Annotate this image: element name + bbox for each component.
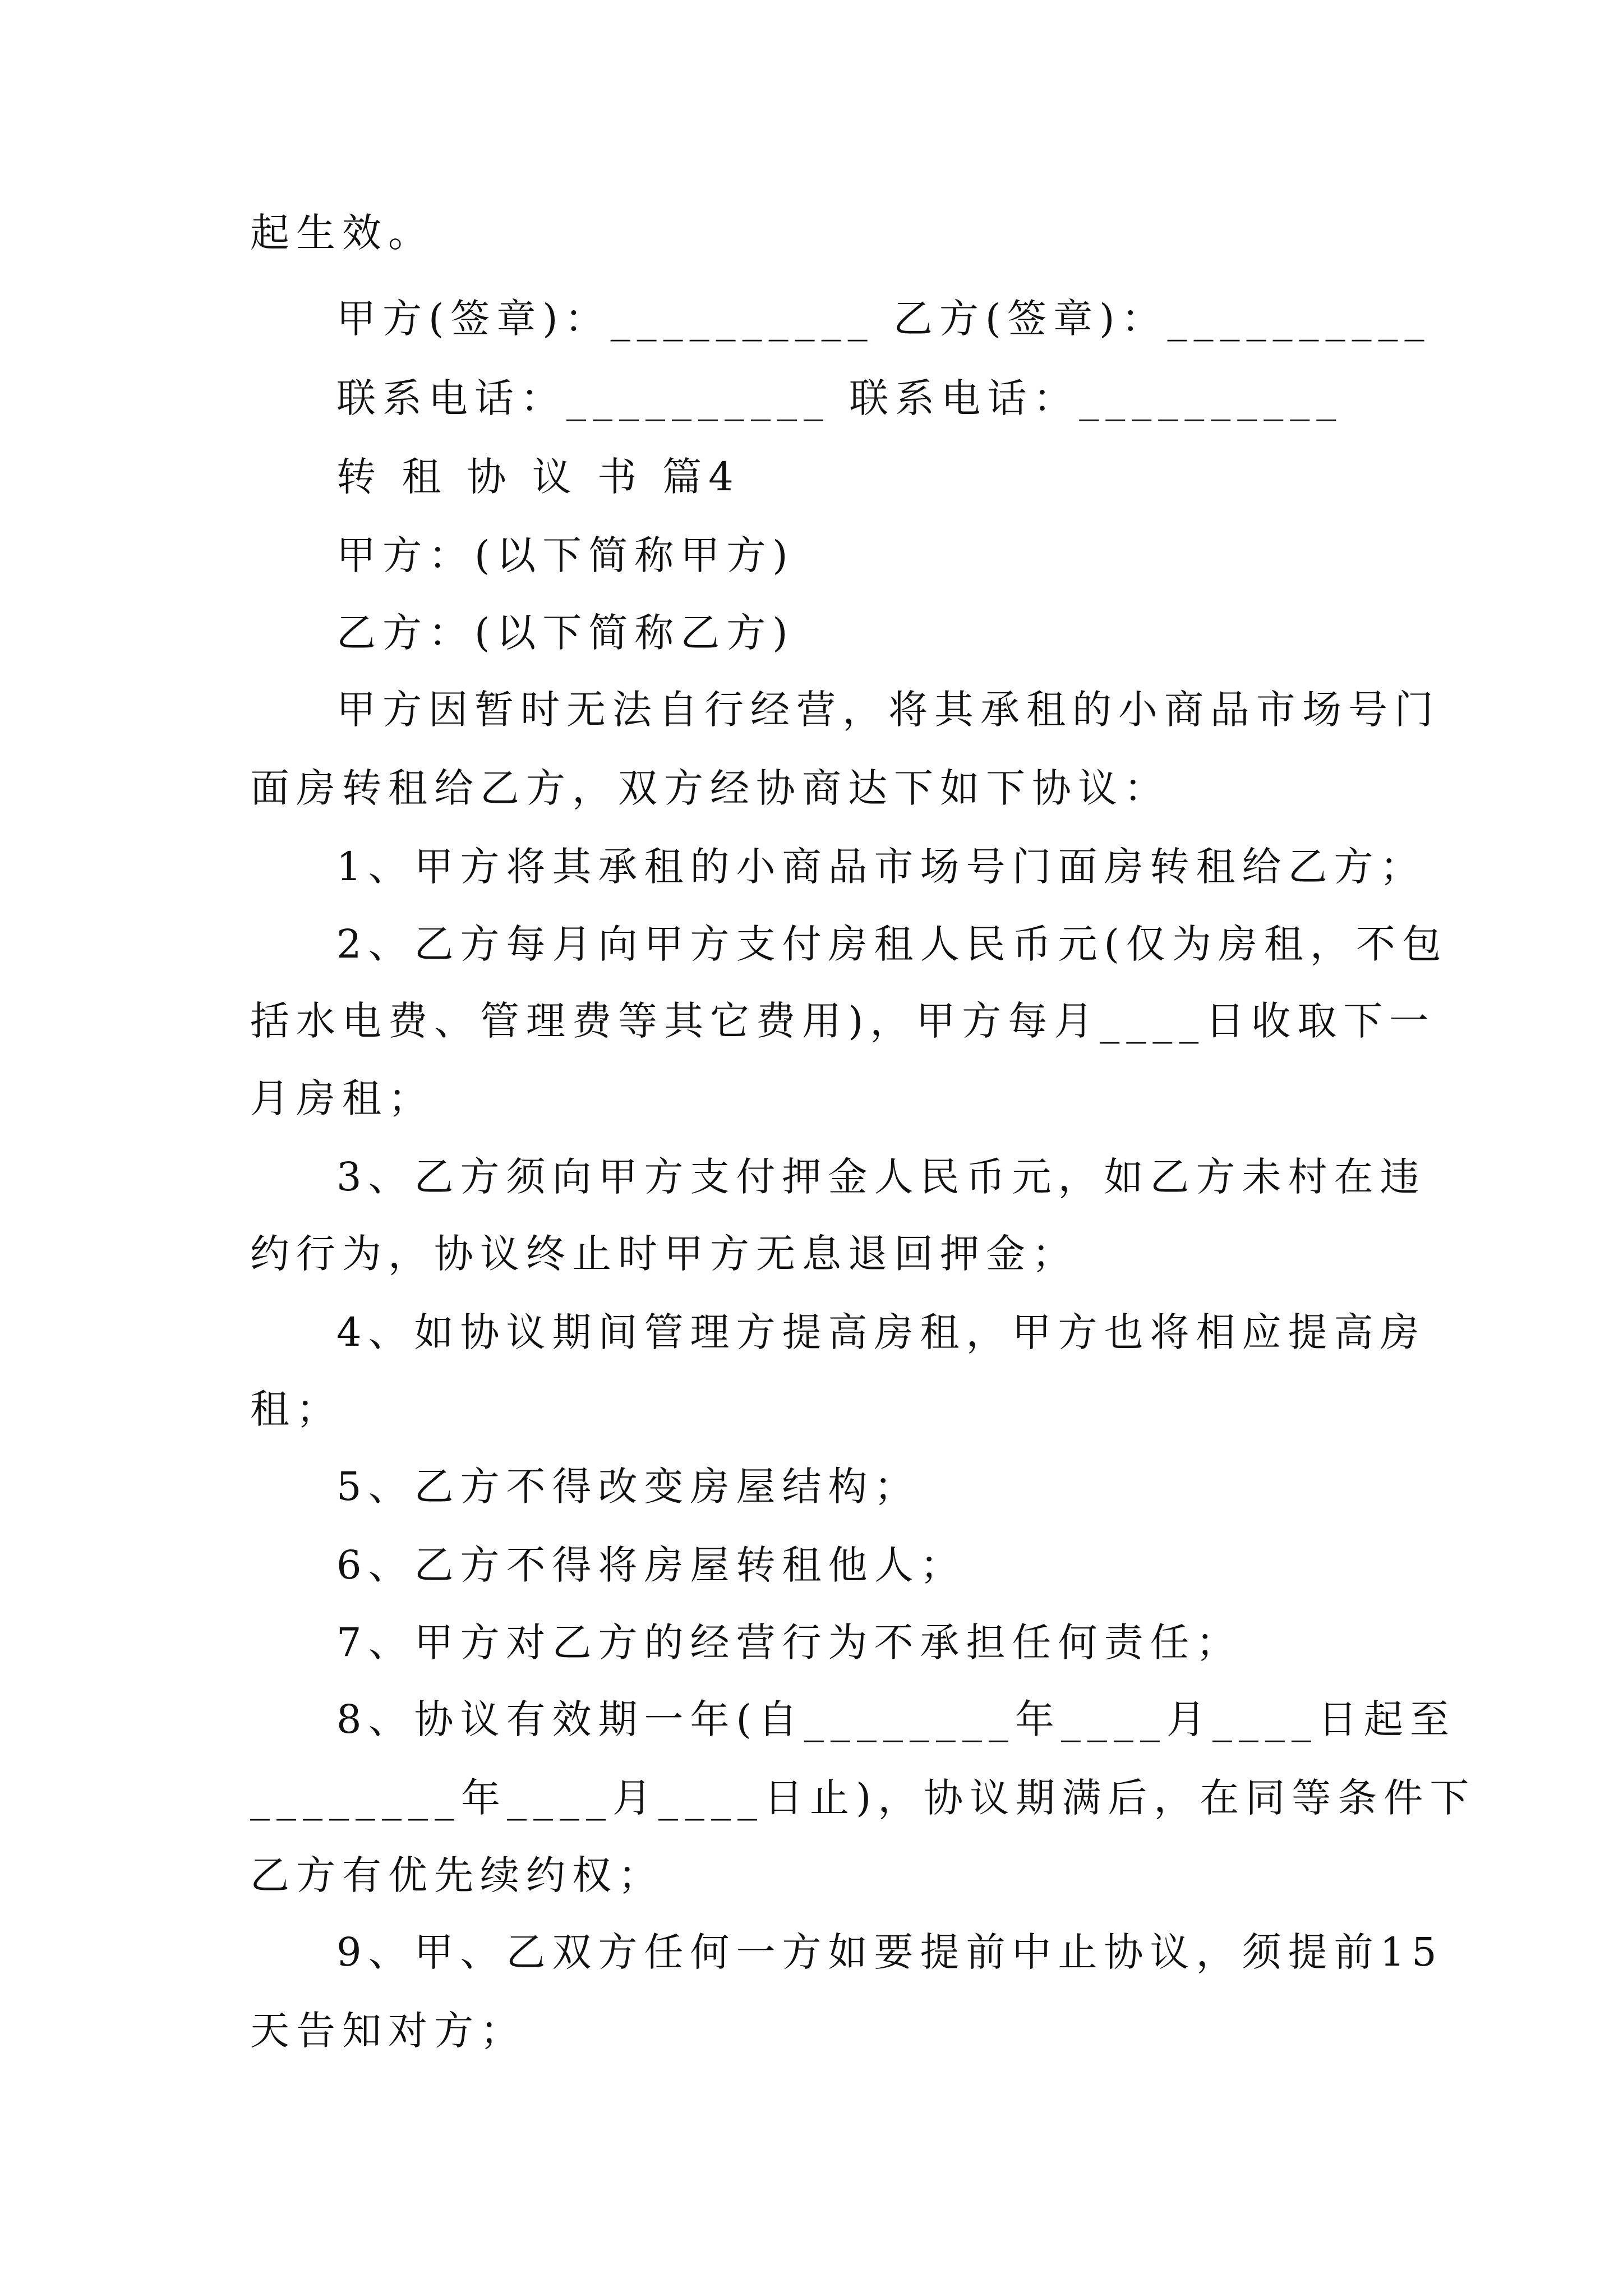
text-line: 起生效。 bbox=[250, 210, 434, 256]
text-line: 乙方有优先续约权； bbox=[250, 1852, 664, 1898]
contact-line: 联系电话：__________ 联系电话：__________ bbox=[336, 375, 1343, 421]
party-a-line: 甲方：(以下简称甲方) bbox=[336, 532, 795, 578]
text-line: 租； bbox=[250, 1386, 342, 1432]
text-line: 甲方因暂时无法自行经营，将其承租的小商品市场号门 bbox=[336, 687, 1440, 733]
clause-5: 5、乙方不得改变房屋结构； bbox=[336, 1464, 920, 1510]
party-b-line: 乙方：(以下简称乙方) bbox=[336, 610, 795, 656]
text-line: ________年____月____日止)，协议期满后，在同等条件下 bbox=[250, 1775, 1476, 1821]
text-line: 面房转租给乙方，双方经协商达下如下协议： bbox=[250, 765, 1170, 811]
signature-line: 甲方(签章)：__________ 乙方(签章)：__________ bbox=[336, 296, 1431, 342]
text-line: 约行为，协议终止时甲方无息退回押金； bbox=[250, 1231, 1078, 1277]
text-line: 月房租； bbox=[250, 1075, 434, 1121]
section-heading: 转 租 协 议 书 篇4 bbox=[336, 454, 740, 500]
clause-7: 7、甲方对乙方的经营行为不承担任何责任； bbox=[336, 1619, 1242, 1665]
clause-1: 1、甲方将其承租的小商品市场号门面房转租给乙方； bbox=[336, 844, 1426, 890]
clause-9: 9、甲、乙双方任何一方如要提前中止协议，须提前15 bbox=[336, 1929, 1444, 1975]
clause-3: 3、乙方须向甲方支付押金人民币元，如乙方未村在违 bbox=[336, 1154, 1426, 1200]
clause-4: 4、如协议期间管理方提高房租，甲方也将相应提高房 bbox=[336, 1309, 1426, 1355]
text-line: 括水电费、管理费等其它费用)，甲方每月____日收取下一 bbox=[250, 998, 1436, 1044]
text-line: 天告知对方； bbox=[250, 2008, 526, 2054]
clause-8: 8、协议有效期一年(自________年____月____日起至 bbox=[336, 1696, 1456, 1742]
clause-2: 2、乙方每月向甲方支付房租人民币元(仅为房租，不包 bbox=[336, 921, 1448, 967]
clause-6: 6、乙方不得将房屋转租他人； bbox=[336, 1542, 966, 1588]
